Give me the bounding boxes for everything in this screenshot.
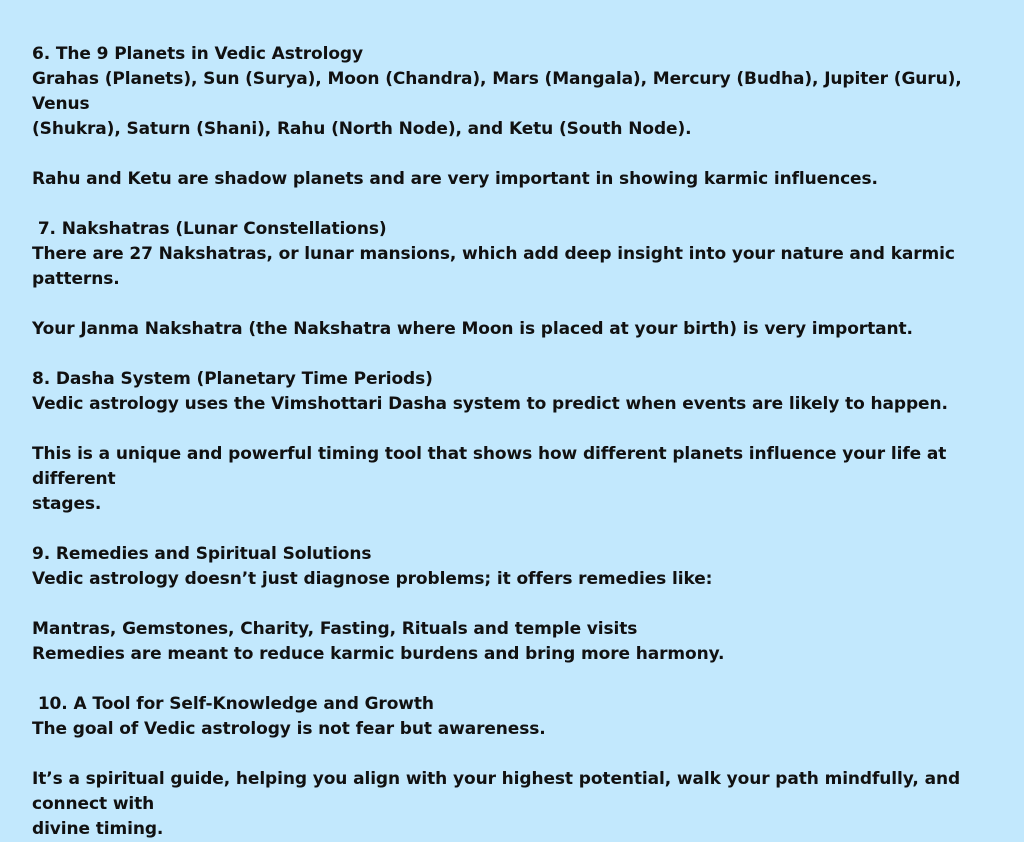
spacer: [32, 667, 1000, 692]
spacer: [32, 142, 1000, 167]
dasha-paragraph: Vedic astrology uses the Vimshottari Dasha system to predict when events are likely to happen.: [32, 394, 948, 414]
spacer: [32, 292, 1000, 317]
section-heading-planets: 6. The 9 Planets in Vedic Astrology: [32, 44, 363, 64]
timing-tool-line-2: stages.: [32, 494, 102, 514]
section-heading-self-knowledge: 10. A Tool for Self-Knowledge and Growth: [32, 694, 434, 714]
janma-nakshatra-paragraph: Your Janma Nakshatra (the Nakshatra where Moon is placed at your birth) is very important.: [32, 319, 913, 339]
spacer: [32, 342, 1000, 367]
spiritual-guide-line-1: It’s a spiritual guide, helping you align with your highest potential, walk your path mindfully, and connect with: [32, 769, 966, 814]
goal-paragraph: The goal of Vedic astrology is not fear but awareness.: [32, 719, 546, 739]
section-heading-nakshatras: 7. Nakshatras (Lunar Constellations): [32, 219, 387, 239]
spacer: [32, 742, 1000, 767]
spacer: [32, 592, 1000, 617]
planets-list-line-1: Grahas (Planets), Sun (Surya), Moon (Chandra), Mars (Mangala), Mercury (Budha), Jupiter (Guru), Venus: [32, 69, 968, 114]
spacer: [32, 192, 1000, 217]
section-heading-remedies: 9. Remedies and Spiritual Solutions: [32, 544, 372, 564]
spacer: [32, 517, 1000, 542]
remedies-intro: Vedic astrology doesn’t just diagnose problems; it offers remedies like:: [32, 569, 713, 589]
nakshatras-paragraph: There are 27 Nakshatras, or lunar mansions, which add deep insight into your nature and karmic patterns.: [32, 244, 961, 289]
planets-list-line-2: (Shukra), Saturn (Shani), Rahu (North Node), and Ketu (South Node).: [32, 119, 692, 139]
remedies-purpose: Remedies are meant to reduce karmic burdens and bring more harmony.: [32, 644, 725, 664]
section-heading-dasha: 8. Dasha System (Planetary Time Periods): [32, 369, 433, 389]
spacer: [32, 417, 1000, 442]
timing-tool-line-1: This is a unique and powerful timing tool that shows how different planets influence your life at different: [32, 444, 953, 489]
rahu-ketu-paragraph: Rahu and Ketu are shadow planets and are very important in showing karmic influences.: [32, 169, 878, 189]
document-content: [32, 42, 1000, 842]
spiritual-guide-line-2: divine timing.: [32, 819, 164, 839]
remedies-list: Mantras, Gemstones, Charity, Fasting, Rituals and temple visits: [32, 619, 638, 639]
